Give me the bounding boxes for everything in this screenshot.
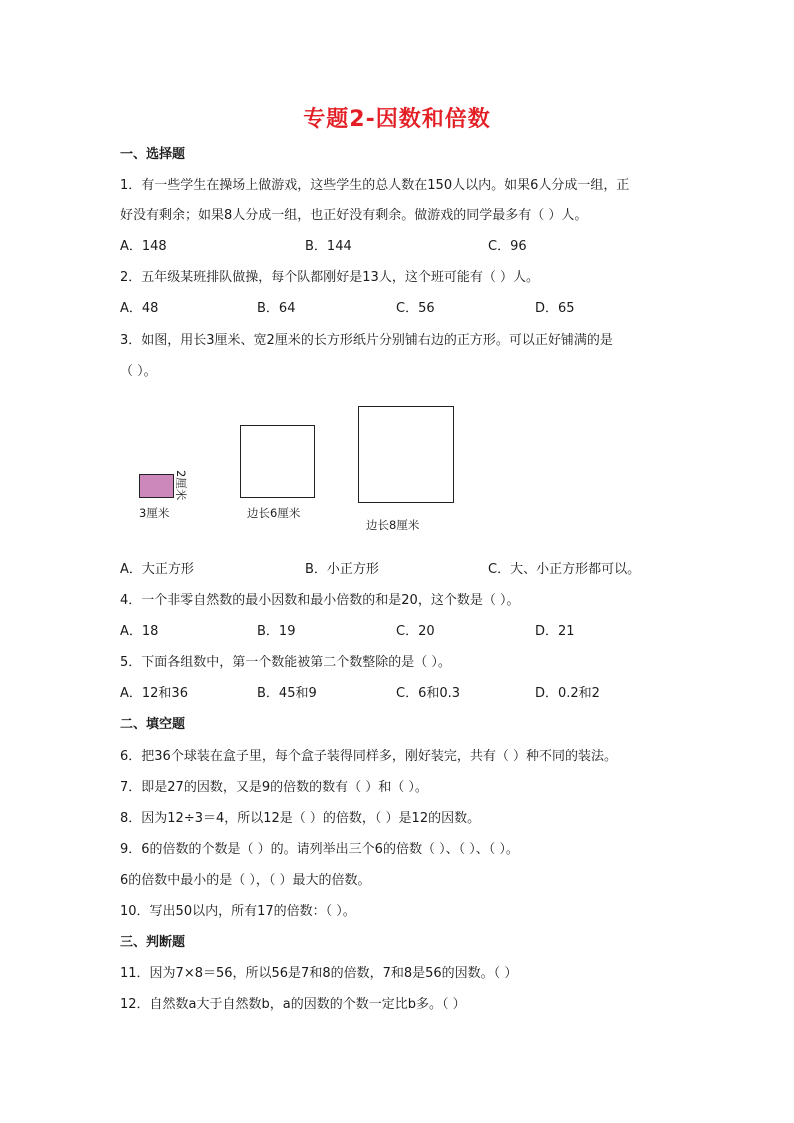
- question-7-text: 7．即是27的因数，又是9的倍数的数有（ ）和（ ）。: [120, 780, 428, 795]
- page-title: 专题2-因数和倍数: [303, 107, 491, 132]
- question-3-line-2: （ ）。: [120, 364, 157, 379]
- question-5-text: 5．下面各组数中，第一个数能被第二个数整除的是（ ）。: [120, 655, 451, 670]
- question-8-text: 8．因为12÷3＝4，所以12是（ ）的倍数，（ ）是12的因数。: [120, 811, 481, 826]
- question-5-option-c: C．6和0.3: [396, 686, 461, 701]
- question-2-option-d: D．65: [535, 301, 575, 316]
- middle-square-figure: [240, 425, 315, 498]
- section-heading-judge: 三、判断题: [120, 935, 186, 950]
- question-3-line-1: 3．如图，用长3厘米、宽2厘米的长方形纸片分别铺右边的正方形。可以正好铺满的是: [120, 333, 613, 348]
- question-9-line-2: 6的倍数中最小的是（ ），（ ）最大的倍数。: [120, 873, 371, 888]
- middle-square-label: 边长6厘米: [247, 506, 301, 520]
- question-1-option-b: B．144: [305, 239, 352, 254]
- question-4-text: 4．一个非零自然数的最小因数和最小倍数的和是20，这个数是（ ）。: [120, 593, 520, 608]
- question-12-text: 12．自然数a大于自然数b，a的因数的个数一定比b多。（ ）: [120, 997, 466, 1012]
- question-3-option-b: B．小正方形: [305, 562, 379, 577]
- section-heading-choice: 一、选择题: [120, 147, 186, 162]
- question-4-option-c: C．20: [396, 624, 435, 639]
- question-9-line-1: 9．6的倍数的个数是（ ）的。请列举出三个6的倍数（ ）、（ ）、（ ）。: [120, 842, 519, 857]
- small-rectangle-length-label: 3厘米: [139, 506, 170, 520]
- question-4-option-a: A．18: [120, 624, 159, 639]
- question-3-option-c: C．大、小正方形都可以。: [488, 562, 641, 577]
- question-2-text: 2．五年级某班排队做操，每个队都刚好是13人，这个班可能有（ ）人。: [120, 270, 539, 285]
- question-2-option-a: A．48: [120, 301, 159, 316]
- question-1-line-1: 1．有一些学生在操场上做游戏，这些学生的总人数在150人以内。如果6人分成一组，正: [120, 178, 630, 193]
- small-rectangle-width-label: 2厘米: [174, 470, 188, 501]
- question-1-option-a: A．148: [120, 239, 167, 254]
- question-5-option-d: D．0.2和2: [535, 686, 600, 701]
- question-4-option-d: D．21: [535, 624, 575, 639]
- question-2-option-b: B．64: [257, 301, 296, 316]
- small-rectangle-figure: [139, 474, 174, 498]
- question-6-text: 6．把36个球装在盒子里，每个盒子装得同样多，刚好装完，共有（ ）种不同的装法。: [120, 749, 617, 764]
- section-heading-fill: 二、填空题: [120, 717, 186, 732]
- large-square-label: 边长8厘米: [366, 518, 420, 532]
- question-5-option-b: B．45和9: [257, 686, 317, 701]
- question-4-option-b: B．19: [257, 624, 296, 639]
- question-2-option-c: C．56: [396, 301, 435, 316]
- question-5-option-a: A．12和36: [120, 686, 188, 701]
- large-square-figure: [358, 406, 454, 503]
- question-1-line-2: 好没有剩余；如果8人分成一组，也正好没有剩余。做游戏的同学最多有（ ）人。: [120, 208, 588, 223]
- question-1-option-c: C．96: [488, 239, 527, 254]
- question-11-text: 11．因为7×8＝56，所以56是7和8的倍数，7和8是56的因数。（ ）: [120, 966, 518, 981]
- question-10-text: 10．写出50以内，所有17的倍数：（ ）。: [120, 904, 356, 919]
- question-3-option-a: A．大正方形: [120, 562, 194, 577]
